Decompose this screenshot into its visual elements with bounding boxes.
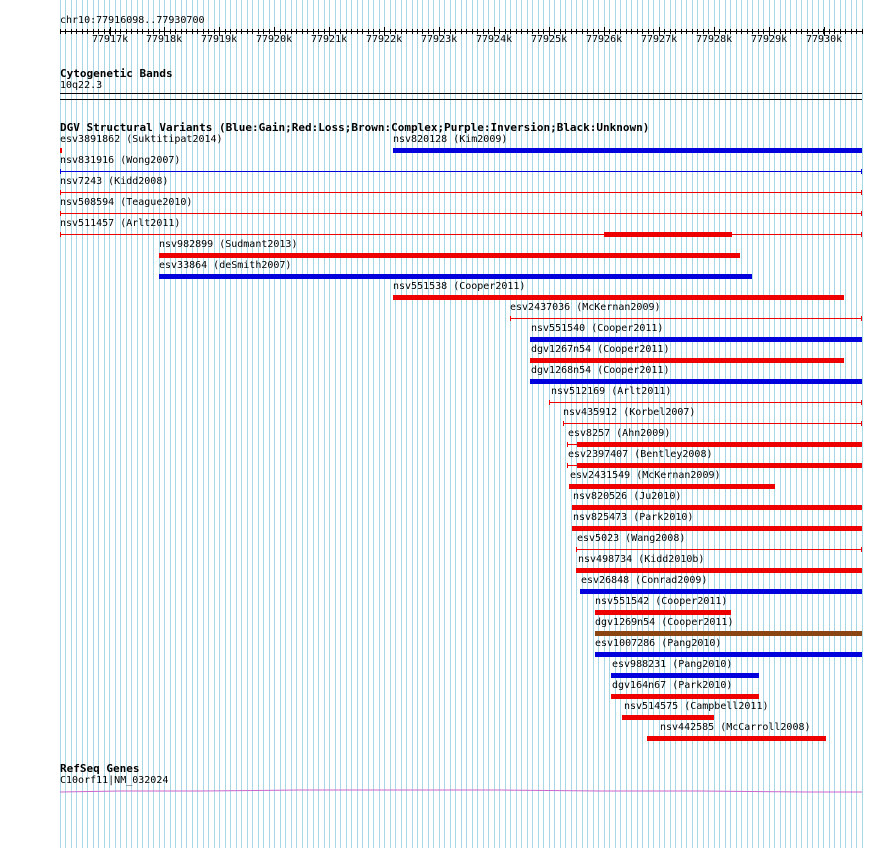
variant-bar-cap xyxy=(861,421,862,426)
variant-label[interactable]: nsv498734 (Kidd2010b) xyxy=(578,554,705,565)
variant-bar[interactable] xyxy=(530,337,862,342)
variant-label[interactable]: nsv820526 (Ju2010) xyxy=(573,491,682,502)
variant-bar-cap xyxy=(567,463,568,468)
ruler-minor-tick xyxy=(845,29,846,34)
variant-bar[interactable] xyxy=(595,652,862,657)
variant-bar[interactable] xyxy=(611,694,759,699)
ruler-tick-label: 77917k xyxy=(92,34,129,45)
ruler-minor-tick xyxy=(302,29,303,34)
variant-bar[interactable] xyxy=(647,736,826,741)
variant-bar[interactable] xyxy=(530,379,862,384)
ruler-minor-tick xyxy=(351,29,352,34)
variant-label[interactable]: nsv982899 (Sudmant2013) xyxy=(159,239,298,250)
variant-label[interactable]: esv988231 (Pang2010) xyxy=(612,659,733,670)
ruler-minor-tick xyxy=(790,29,791,34)
variant-bar-cap xyxy=(567,442,568,447)
variant-bar[interactable] xyxy=(622,715,714,720)
variant-label[interactable]: nsv825473 (Park2010) xyxy=(573,512,694,523)
ruler-minor-tick xyxy=(856,29,857,34)
variant-label[interactable]: dgv1268n54 (Cooper2011) xyxy=(531,365,670,376)
ruler-minor-tick xyxy=(862,29,863,34)
ruler-minor-tick xyxy=(252,29,253,34)
variant-bar-cap xyxy=(861,547,862,552)
ruler-minor-tick xyxy=(87,29,88,34)
variant-label[interactable]: esv2397407 (Bentley2008) xyxy=(568,449,713,460)
ruler-tick-label: 77927k xyxy=(641,34,678,45)
variant-bar-cap xyxy=(60,169,61,174)
cytoband-track-title: Cytogenetic Bands xyxy=(60,67,173,80)
ruler-tick-label: 77918k xyxy=(146,34,183,45)
ruler-tick-label: 77928k xyxy=(696,34,733,45)
variant-label[interactable]: esv5023 (Wang2008) xyxy=(577,533,686,544)
variant-label[interactable]: esv2431549 (McKernan2009) xyxy=(570,470,721,481)
variant-label[interactable]: dgv1267n54 (Cooper2011) xyxy=(531,344,670,355)
cytoband-line xyxy=(60,93,862,94)
variant-label[interactable]: esv8257 (Ahn2009) xyxy=(568,428,671,439)
variant-bar[interactable] xyxy=(549,402,862,403)
variant-bar-cap xyxy=(549,400,550,405)
ruler-minor-tick xyxy=(686,29,687,34)
variant-label[interactable]: nsv551542 (Cooper2011) xyxy=(595,596,728,607)
locus-label: chr10:77916098..77930700 xyxy=(60,15,205,26)
ruler-minor-tick xyxy=(186,29,187,34)
variant-bar[interactable] xyxy=(577,463,862,468)
variant-bar[interactable] xyxy=(572,526,862,531)
ruler-minor-tick xyxy=(192,29,193,34)
variant-bar[interactable] xyxy=(595,631,862,636)
ruler-minor-tick xyxy=(466,29,467,34)
variant-label[interactable]: nsv442585 (McCarroll2008) xyxy=(660,722,811,733)
cytoband-label: 10q22.3 xyxy=(60,80,103,91)
ruler-minor-tick xyxy=(796,29,797,34)
variant-bar[interactable] xyxy=(611,673,759,678)
gene-feature[interactable] xyxy=(0,785,890,797)
cytoband-line-lower xyxy=(60,99,862,100)
variant-label[interactable]: nsv7243 (Kidd2008) xyxy=(60,176,169,187)
ruler-minor-tick xyxy=(582,29,583,34)
variant-bar[interactable] xyxy=(60,148,62,153)
gene-label[interactable]: C10orf11|NM_032024 xyxy=(60,775,169,786)
variant-label[interactable]: dgv164n67 (Park2010) xyxy=(612,680,733,691)
variant-label[interactable]: esv26848 (Conrad2009) xyxy=(581,575,708,586)
variant-bar-thin xyxy=(567,444,577,445)
variant-label[interactable]: nsv831916 (Wong2007) xyxy=(60,155,181,166)
variant-label[interactable]: nsv512169 (Arlt2011) xyxy=(551,386,672,397)
refseq-track-title: RefSeq Genes xyxy=(60,762,140,775)
variant-bar[interactable] xyxy=(569,484,775,489)
variant-bar-cap xyxy=(60,232,61,237)
dgv-track-title: DGV Structural Variants (Blue:Gain;Red:Loss;Brown:Complex;Purple:Inversion;Black:Unknown) xyxy=(60,121,650,134)
variant-bar-cap xyxy=(60,190,61,195)
ruler-tick-label: 77925k xyxy=(531,34,568,45)
variant-label[interactable]: nsv551538 (Cooper2011) xyxy=(393,281,526,292)
ruler-tick-label: 77929k xyxy=(751,34,788,45)
variant-bar[interactable] xyxy=(580,589,862,594)
ruler-minor-tick xyxy=(741,29,742,34)
ruler-minor-tick xyxy=(137,29,138,34)
ruler-minor-tick xyxy=(142,29,143,34)
variant-bar-thin xyxy=(567,465,577,466)
ruler-minor-tick xyxy=(241,29,242,34)
variant-label[interactable]: nsv551540 (Cooper2011) xyxy=(531,323,664,334)
ruler-minor-tick xyxy=(527,29,528,34)
ruler-minor-tick xyxy=(197,29,198,34)
variant-label[interactable]: nsv511457 (Arlt2011) xyxy=(60,218,181,229)
variant-bar-cap xyxy=(861,400,862,405)
ruler-tick-label: 77930k xyxy=(806,34,843,45)
ruler-tick-label: 77923k xyxy=(421,34,458,45)
ruler-minor-tick xyxy=(296,29,297,34)
ruler-tick-label: 77926k xyxy=(586,34,623,45)
variant-bar-cap xyxy=(861,316,862,321)
variant-bar-cap xyxy=(861,169,862,174)
ruler-minor-tick xyxy=(576,29,577,34)
ruler-minor-tick xyxy=(65,29,66,34)
variant-inner-block[interactable] xyxy=(604,232,732,237)
ruler-minor-tick xyxy=(851,29,852,34)
variant-bar[interactable] xyxy=(510,318,862,319)
ruler-tick-label: 77920k xyxy=(256,34,293,45)
ruler-minor-tick xyxy=(637,29,638,34)
variant-bar-cap xyxy=(60,211,61,216)
variant-bar-cap xyxy=(576,547,577,552)
variant-bar[interactable] xyxy=(159,274,752,279)
ruler-minor-tick xyxy=(82,29,83,34)
variant-bar[interactable] xyxy=(563,423,862,424)
ruler-tick-label: 77921k xyxy=(311,34,348,45)
variant-label[interactable]: nsv508594 (Teague2010) xyxy=(60,197,193,208)
variant-bar[interactable] xyxy=(595,610,731,615)
ruler-minor-tick xyxy=(571,29,572,34)
ruler-minor-tick xyxy=(412,29,413,34)
variant-label[interactable]: esv33864 (deSmith2007) xyxy=(159,260,292,271)
ruler-minor-tick xyxy=(417,29,418,34)
variant-bar-cap xyxy=(510,316,511,321)
variant-label[interactable]: nsv820128 (Kim2009) xyxy=(393,134,508,145)
variant-label[interactable]: esv2437036 (McKernan2009) xyxy=(510,302,661,313)
ruler-minor-tick xyxy=(71,29,72,34)
variant-bar[interactable] xyxy=(572,505,862,510)
variant-bar-cap xyxy=(861,190,862,195)
variant-bar[interactable] xyxy=(576,549,862,550)
ruler-minor-tick xyxy=(76,29,77,34)
ruler-minor-tick xyxy=(362,29,363,34)
ruler-minor-tick xyxy=(357,29,358,34)
variant-bar[interactable] xyxy=(577,442,862,447)
ruler-minor-tick xyxy=(516,29,517,34)
gene-line xyxy=(60,790,862,792)
ruler-minor-tick xyxy=(747,29,748,34)
ruler-minor-tick xyxy=(631,29,632,34)
ruler-minor-tick xyxy=(801,29,802,34)
variant-bar[interactable] xyxy=(60,171,862,172)
variant-label[interactable]: esv3891862 (Suktitipat2014) xyxy=(60,134,223,145)
ruler-minor-tick xyxy=(736,29,737,34)
variant-bar-cap xyxy=(563,421,564,426)
ruler-minor-tick xyxy=(406,29,407,34)
ruler-minor-tick xyxy=(521,29,522,34)
variant-bar-cap xyxy=(861,232,862,237)
ruler-minor-tick xyxy=(461,29,462,34)
ruler-minor-tick xyxy=(247,29,248,34)
variant-bar[interactable] xyxy=(530,358,844,363)
variant-bar-cap xyxy=(861,211,862,216)
ruler-minor-tick xyxy=(626,29,627,34)
ruler-minor-tick xyxy=(131,29,132,34)
variant-label[interactable]: esv1007286 (Pang2010) xyxy=(595,638,722,649)
ruler-tick-label: 77924k xyxy=(476,34,513,45)
ruler-minor-tick xyxy=(307,29,308,34)
ruler-minor-tick xyxy=(681,29,682,34)
ruler-minor-tick xyxy=(692,29,693,34)
variant-bar[interactable] xyxy=(159,253,740,258)
variant-bar[interactable] xyxy=(393,295,844,300)
variant-label[interactable]: nsv514575 (Campbell2011) xyxy=(624,701,769,712)
ruler-minor-tick xyxy=(60,29,61,34)
ruler-minor-tick xyxy=(472,29,473,34)
variant-label[interactable]: dgv1269n54 (Cooper2011) xyxy=(595,617,734,628)
variant-bar[interactable] xyxy=(393,148,862,153)
variant-bar[interactable] xyxy=(576,568,862,573)
ruler-tick-label: 77922k xyxy=(366,34,403,45)
ruler-tick-label: 77919k xyxy=(201,34,238,45)
variant-bar[interactable] xyxy=(60,192,862,193)
variant-bar[interactable] xyxy=(60,213,862,214)
variant-bar[interactable] xyxy=(60,234,862,235)
variant-label[interactable]: nsv435912 (Korbel2007) xyxy=(563,407,696,418)
